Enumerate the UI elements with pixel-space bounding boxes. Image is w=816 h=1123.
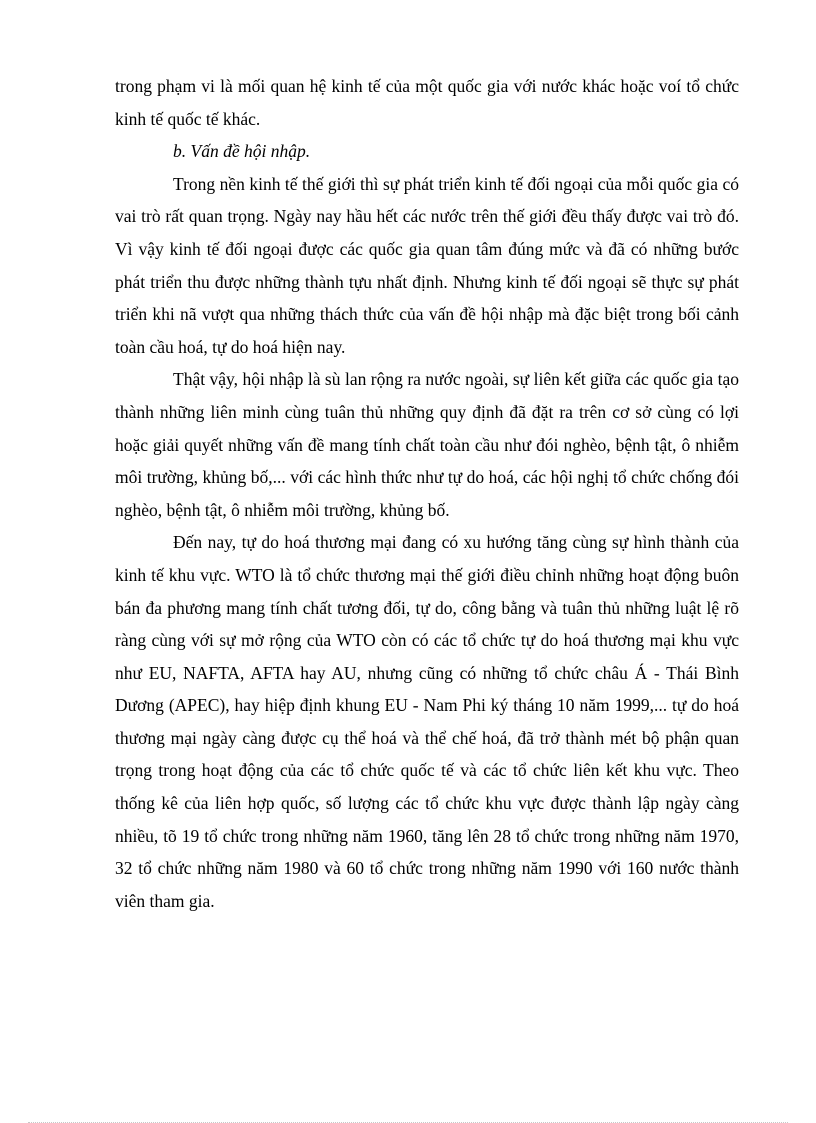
section-heading-b: b. Vấn đề hội nhập. xyxy=(173,141,311,162)
paragraph-trade-liberalization: Đến nay, tự do hoá thương mại đang có xu hướng tăng cùng sự hình thành của kinh tế khu vực. WTO là tổ chức thương mại thế giới điều chỉnh những hoạt động buôn bán đa phương mang tính chất tương đối, tự do, công bằng và tuân thủ những luật lệ rõ ràng cùng với sự mở rộng của WTO còn có các tổ chức tự do hoá thương mại khu vực như EU, NAFTA, AFTA hay AU, nhưng cũng có những tổ chức châu Á - Thái Bình Dương (APEC), hay hiệp định khung EU - Nam Phi ký tháng 10 năm 1999,... tự do hoá thương mại ngày càng được cụ thể hoá và thể chế hoá, đã trở thành mét bộ phận quan trọng trong hoạt động của các tổ chức quốc tế và các tổ chức liên kết khu vực. Theo thống kê của liên hợp quốc, số lượng các tổ chức khu vực được thành lập ngày càng nhiều, tõ 19 tổ chức trong những năm 1960, tăng lên 28 tổ chức trong những năm 1970, 32 tổ chức những năm 1980 và 60 tổ chức trong những năm 1990 với 160 nước thành viên tham gia. xyxy=(115,532,739,911)
paragraph-integration-definition: Thật vậy, hội nhập là sù lan rộng ra nước ngoài, sự liên kết giữa các quốc gia tạo thành những liên minh cùng tuân thủ những quy định đã đặt ra trên cơ sở cùng có lợi hoặc giải quyết những vấn đề mang tính chất toàn cầu như đói nghèo, bệnh tật, ô nhiễm môi trường, khủng bố,... với các hình thức như tự do hoá, các hội nghị tổ chức chống đói nghèo, bệnh tật, ô nhiễm môi trường, khủng bố. xyxy=(115,369,739,520)
body-text xyxy=(115,70,739,917)
paragraph-continuation: trong phạm vi là mối quan hệ kinh tế của một quốc gia với nước khác hoặc voí tổ chức kinh tế quốc tế khác. xyxy=(115,76,739,129)
paragraph-economic-role: Trong nền kinh tế thế giới thì sự phát triển kinh tế đối ngoại của mỗi quốc gia có vai trò rất quan trọng. Ngày nay hầu hết các nước trên thế giới đều thấy được vai trò đó. Vì vậy kinh tế đối ngoại được các quốc gia quan tâm đúng mức và đã có những bước phát triển thu được những thành tựu nhất định. Nhưng kinh tế đối ngoại sẽ thực sự phát triển khi nã vượt qua những thách thức của vấn đề hội nhập mà đặc biệt trong bối cảnh toàn cầu hoá, tự do hoá hiện nay. xyxy=(115,173,739,357)
